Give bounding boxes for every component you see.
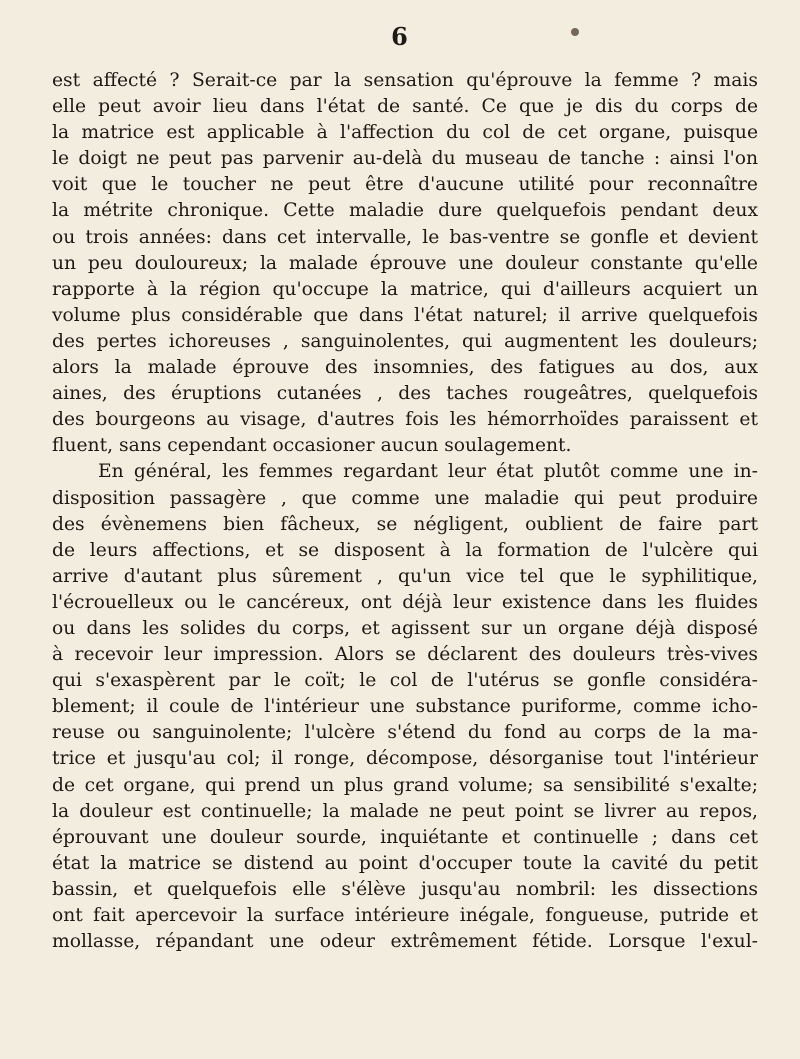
paragraph [52, 459, 758, 955]
text-line: de leurs affections, et se disposent à la formation de l'ulcère qui [52, 539, 758, 561]
text-line: disposition passagère , que comme une maladie qui peut produire [52, 487, 758, 509]
text-line: ou trois années: dans cet intervalle, le bas-ventre se gonfle et devient [52, 226, 758, 248]
text-line: éprouvant une douleur sourde, inquiétante et continuelle ; dans cet [52, 826, 758, 848]
text-line: l'écrouelleux ou le cancéreux, ont déjà leur existence dans les fluides [52, 591, 758, 613]
text-line: En général, les femmes regardant leur état plutôt comme une in- [98, 461, 758, 483]
text-line: ont fait apercevoir la surface intérieure inégale, fongueuse, putride et [52, 905, 758, 926]
text-line: la métrite chronique. Cette maladie dure quelquefois pendant deux [52, 200, 758, 222]
text-line: la douleur est continuelle; la malade ne peut point se livrer au repos, [52, 800, 758, 822]
text-line: arrive d'autant plus sûrement , qu'un vice tel que le syphilitique, [52, 565, 758, 587]
text-line: blement; il coule de l'intérieur une substance puriforme, comme icho- [52, 696, 758, 718]
text-line: fluent, sans cependant occasioner aucun soulagement. [52, 435, 572, 457]
text-line: de cet organe, qui prend un plus grand volume; sa sensibilité s'exalte; [52, 774, 758, 796]
text-line: aines, des éruptions cutanées , des taches rougeâtres, quelquefois [52, 383, 758, 405]
text-line: des pertes ichoreuses , sanguinolentes, qui augmentent les douleurs; [52, 330, 758, 352]
text-line: à recevoir leur impression. Alors se déclarent des douleurs très-vives [52, 644, 758, 666]
text-line: volume plus considérable que dans l'état naturel; il arrive quelquefois [52, 304, 758, 326]
text-line: le doigt ne peut pas parvenir au-delà du museau de tanche : ainsi l'on [52, 148, 758, 170]
body-text [52, 68, 758, 955]
text-line: trice et jusqu'au col; il ronge, décompose, désorganise tout l'intérieur [52, 748, 758, 770]
text-line: mollasse, répandant une odeur extrêmement fétide. Lorsque l'exul- [52, 931, 758, 953]
page-number: 6 [391, 22, 409, 51]
text-line: état la matrice se distend au point d'occuper toute la cavité du petit [52, 852, 758, 874]
text-line: rapporte à la région qu'occupe la matrice, qui d'ailleurs acquiert un [52, 278, 758, 300]
text-line: est affecté ? Serait-ce par la sensation qu'éprouve la femme ? mais [52, 70, 758, 91]
text-line: des évènemens bien fâcheux, se négligent, oublient de faire part [52, 513, 758, 535]
text-line: alors la malade éprouve des insomnies, des fatigues au dos, aux [52, 357, 758, 379]
text-line: qui s'exaspèrent par le coït; le col de l'utérus se gonfle considéra- [52, 670, 758, 692]
text-line: bassin, et quelquefois elle s'élève jusqu'au nombril: les dissections [52, 878, 758, 900]
text-line: la matrice est applicable à l'affection du col de cet organe, puisque [52, 122, 758, 144]
ink-spot-mark [571, 28, 579, 36]
text-line: voit que le toucher ne peut être d'aucune utilité pour reconnaître [52, 174, 758, 196]
text-line: des bourgeons au visage, d'autres fois les hémorrhoïdes paraissent et [52, 409, 758, 431]
paragraph [52, 68, 758, 459]
text-line: elle peut avoir lieu dans l'état de santé. Ce que je dis du corps de [52, 96, 758, 118]
text-line: un peu douloureux; la malade éprouve une douleur constante qu'elle [52, 252, 758, 274]
text-line: reuse ou sanguinolente; l'ulcère s'étend du fond au corps de la ma- [52, 722, 758, 744]
text-line: ou dans les solides du corps, et agissent sur un organe déjà disposé [52, 617, 758, 639]
